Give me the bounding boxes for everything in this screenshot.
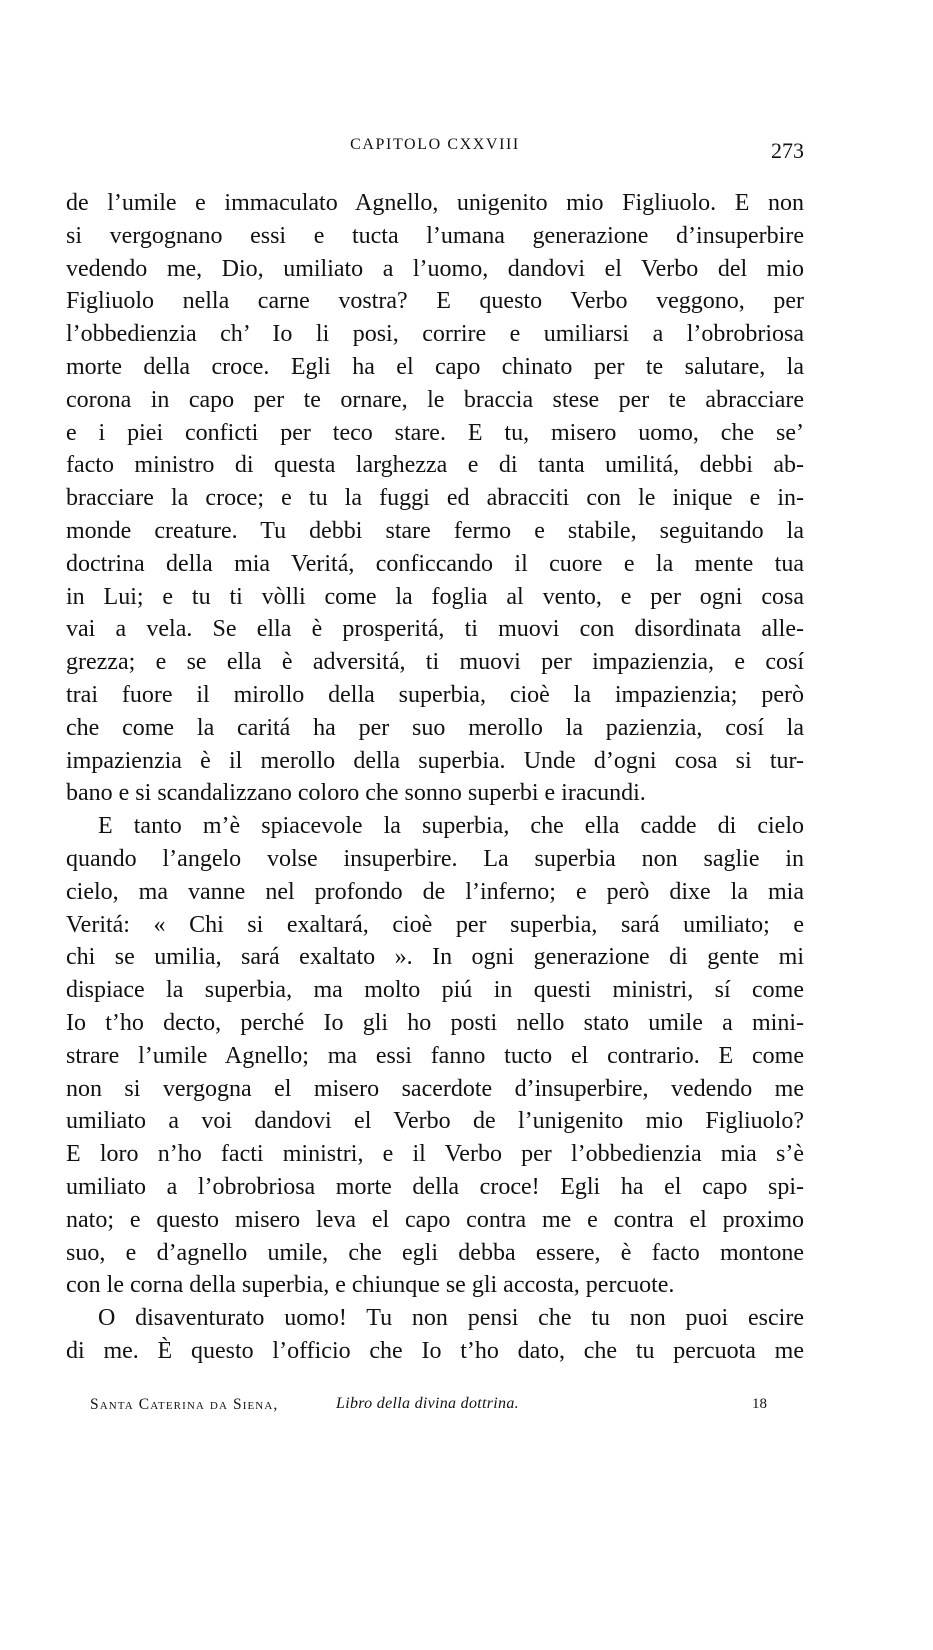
text-line: corona in capo per te ornare, le braccia stese per te abracciare <box>66 386 804 413</box>
text-line: e i piei conficti per teco stare. E tu, misero uomo, che se’ <box>66 419 804 446</box>
text-line: di me. È questo l’officio che Io t’ho dato, che tu percuota me <box>66 1337 804 1364</box>
text-line: bano e si scandalizzano coloro che sonno superbi e iracundi. <box>66 780 646 807</box>
text-line: doctrina della mia Veritá, conficcando il cuore e la mente tua <box>66 550 804 577</box>
text-line: umiliato a l’obrobriosa morte della croce! Egli ha el capo spi- <box>66 1173 804 1200</box>
text-line: bracciare la croce; e tu la fuggi ed abracciti con le inique e in- <box>66 485 804 512</box>
text-line: vedendo me, Dio, umiliato a l’uomo, dandovi el Verbo del mio <box>66 255 804 282</box>
text-line: l’obbedienzia ch’ Io li posi, corrire e umiliarsi a l’obrobriosa <box>66 321 804 348</box>
text-line: facto ministro di questa larghezza e di tanta umilitá, debbi ab- <box>66 452 804 479</box>
text-line: trai fuore il mirollo della superbia, cioè la impazienzia; però <box>66 681 804 708</box>
body-text <box>66 187 804 1368</box>
text-line: monde creature. Tu debbi stare fermo e stabile, seguitando la <box>66 517 804 544</box>
text-line: E tanto m’è spiacevole la superbia, che ella cadde di cielo <box>98 813 804 840</box>
text-line: si vergognano essi e tucta l’umana generazione d’insuperbire <box>66 222 804 249</box>
text-line: non si vergogna el misero sacerdote d’insuperbire, vedendo me <box>66 1075 804 1102</box>
text-line: in Lui; e tu ti vòlli come la foglia al vento, e per ogni cosa <box>66 583 804 610</box>
text-line: cielo, ma vanne nel profondo de l’inferno; e però dixe la mia <box>66 878 804 905</box>
text-line: O disaventurato uomo! Tu non pensi che tu non puoi escire <box>98 1305 804 1332</box>
page-number: 273 <box>771 138 804 163</box>
footer-author: Santa Caterina da Siena, <box>90 1396 279 1413</box>
text-line: suo, e d’agnello umile, che egli debba essere, è facto montone <box>66 1239 804 1266</box>
text-line: E loro n’ho facti ministri, e il Verbo per l’obbedienzia mia s’è <box>66 1141 804 1168</box>
text-line: de l’umile e immaculato Agnello, unigenito mio Figliuolo. E non <box>66 190 804 216</box>
text-line: Figliuolo nella carne vostra? E questo Verbo veggono, per <box>66 288 804 315</box>
text-line: Io t’ho decto, perché Io gli ho posti nello stato umile a mini- <box>66 1009 804 1036</box>
text-line: Veritá: « Chi si exaltará, cioè per superbia, sará umiliato; e <box>66 911 804 938</box>
page-footer <box>90 1394 804 1422</box>
text-line: strare l’umile Agnello; ma essi fanno tucto el contrario. E come <box>66 1042 804 1069</box>
text-line: con le corna della superbia, e chiunque se gli accosta, percuote. <box>66 1272 675 1299</box>
text-line: dispiace la superbia, ma molto piú in questi ministri, sí come <box>66 977 804 1004</box>
text-line: impazienzia è il merollo della superbia. Unde d’ogni cosa si tur- <box>66 747 804 774</box>
text-line: nato; e questo misero leva el capo contra me e contra el proximo <box>66 1206 804 1233</box>
text-line: grezza; e se ella è adversitá, ti muovi per impazienzia, e cosí <box>66 649 804 676</box>
chapter-title: CAPITOLO CXXVIII <box>350 136 520 153</box>
footer-book-title: Libro della divina dottrina. <box>336 1395 519 1412</box>
signature-mark: 18 <box>752 1396 767 1412</box>
text-line: che come la caritá ha per suo merollo la pazienzia, cosí la <box>66 714 804 741</box>
text-line: umiliato a voi dandovi el Verbo de l’unigenito mio Figliuolo? <box>66 1108 804 1135</box>
text-line: quando l’angelo volse insuperbire. La superbia non saglie in <box>66 845 804 872</box>
text-line: vai a vela. Se ella è prosperitá, ti muovi con disordinata alle- <box>66 616 804 643</box>
text-line: morte della croce. Egli ha el capo chinato per te salutare, la <box>66 353 804 380</box>
running-head <box>66 130 804 162</box>
text-line: chi se umilia, sará exaltato ». In ogni generazione di gente mi <box>66 944 804 971</box>
